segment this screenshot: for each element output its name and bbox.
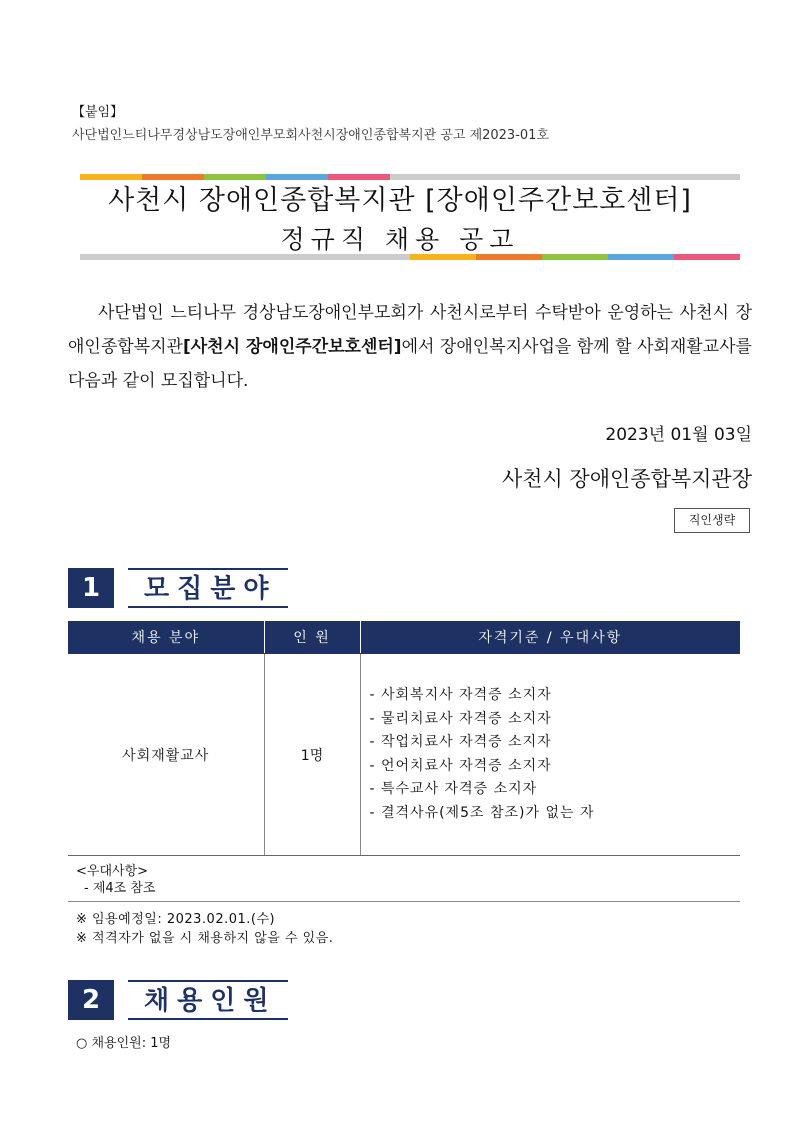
note-start-date: ※ 임용예정일: 2023.02.01.(수) (76, 912, 276, 927)
notice-number: 사단법인느티나무경상남도장애인부모회사천시장애인종합복지관 공고 제2023-01호 (72, 128, 549, 143)
section-2-title: 채용인원 (128, 980, 288, 1020)
qualification-item: - 물리치료사 자격증 소지자 (369, 710, 552, 727)
section-2-number: 2 (68, 980, 114, 1020)
header-count: 인 원 (264, 621, 360, 654)
cell-count: 1명 (264, 654, 360, 856)
qualification-item: - 사회복지사 자격증 소지자 (369, 687, 552, 703)
recruitment-table (68, 621, 740, 856)
signer: 사천시 장애인종합복지관장 (501, 467, 752, 491)
qualification-item: - 결격사유(제5조 참조)가 없는 자 (369, 804, 595, 821)
seal-omitted-box: 직인생략 (674, 508, 750, 533)
note-no-candidate: ※ 적격자가 없을 시 채용하지 않을 수 있음. (76, 931, 334, 946)
header-qualifications: 자격기준 / 우대사항 (360, 621, 740, 654)
cell-qualifications (360, 654, 740, 856)
intro-text-1: 사단법인 느티나무 경상남도장애인부모회가 사천시로부터 수탁받아 운영하는 사천시 장애인종합복지관 (68, 303, 752, 357)
section-1-number: 1 (68, 568, 114, 608)
color-strip-bottom (80, 254, 740, 260)
page-subtitle: 정규직 채용 공고 (280, 225, 520, 254)
intro-text-2: 에서 장애인복지사업을 함께 할 사회재활교사를 다음과 같이 모집합니다. (68, 337, 752, 391)
divider (68, 901, 740, 902)
qualification-item: - 특수교사 자격증 소지자 (369, 781, 538, 797)
table-header-row (68, 621, 740, 654)
cell-field: 사회재활교사 (68, 654, 264, 856)
section-1-title: 모집분야 (128, 568, 288, 608)
page-title: 사천시 장애인종합복지관 [장애인주간보호센터] (108, 185, 692, 216)
intro-highlight: [사천시 장애인주간보호센터] (182, 337, 402, 357)
hiring-count-item: ○ 채용인원: 1명 (76, 1036, 172, 1051)
preference-title: <우대사항> (76, 864, 149, 879)
attachment-label: 【붙임】 (72, 105, 124, 120)
qualification-item: - 언어치료사 자격증 소지자 (369, 757, 552, 774)
preference-item: - 제4조 참조 (84, 881, 156, 896)
notice-date: 2023년 01월 03일 (605, 425, 752, 445)
intro-paragraph (68, 296, 752, 398)
header-field: 채용 분야 (68, 621, 264, 654)
qualification-item: - 작업치료사 자격증 소지자 (369, 734, 552, 750)
table-row (68, 654, 740, 856)
